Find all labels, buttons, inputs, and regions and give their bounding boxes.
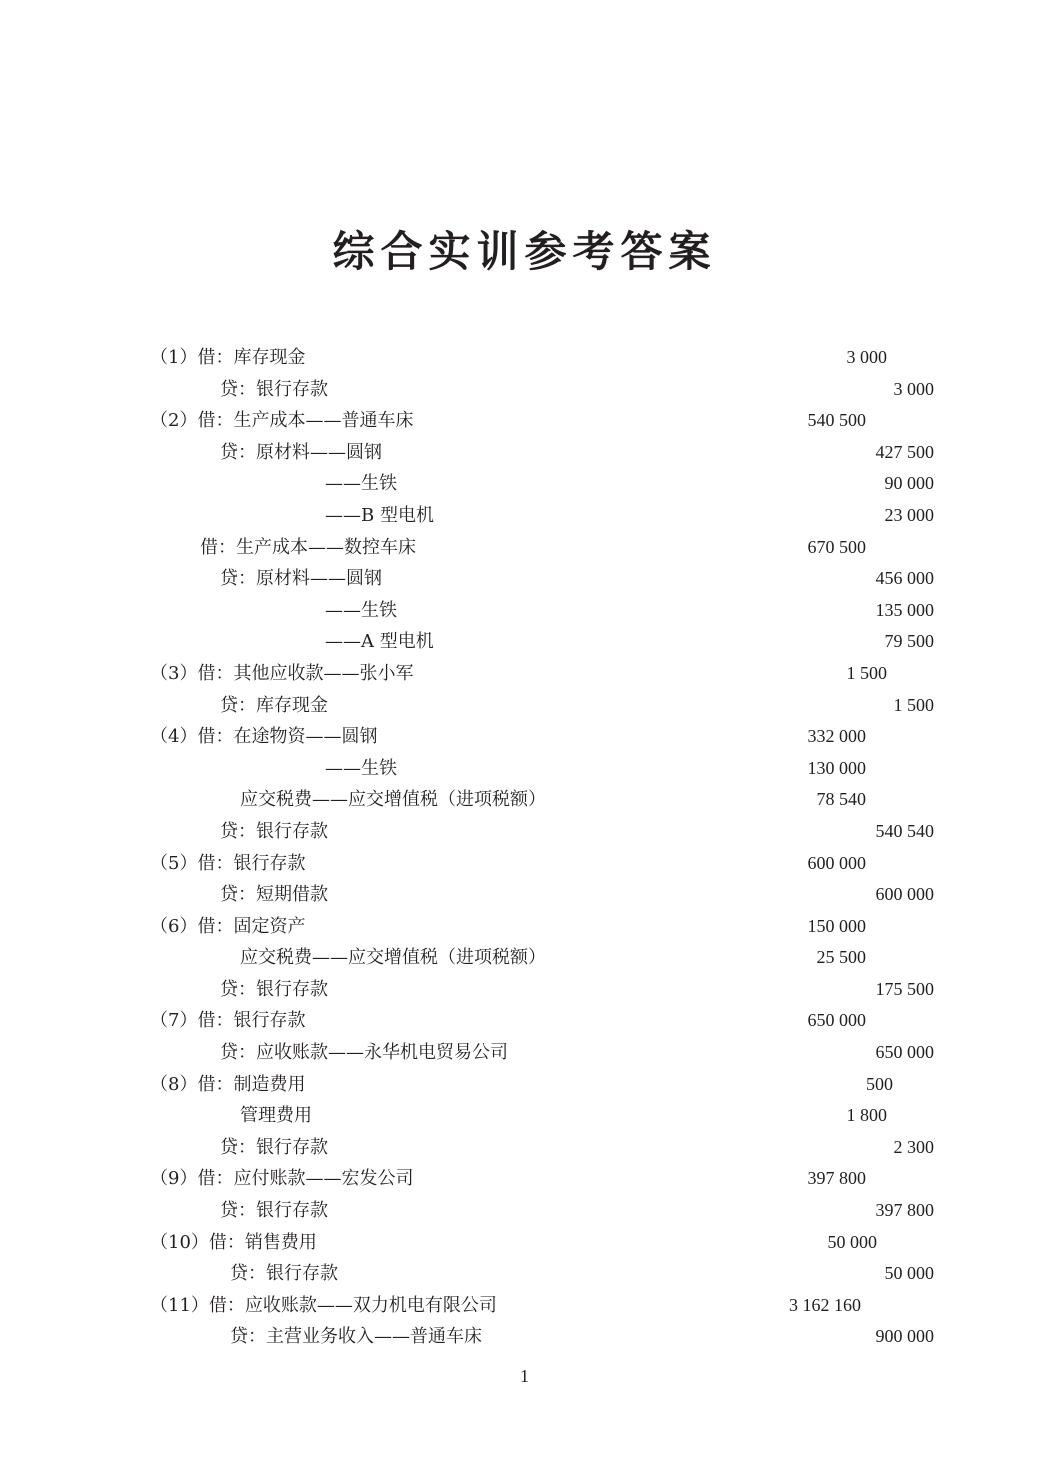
journal-line (0, 342, 1049, 374)
debit-amount: 3 000 (846, 347, 887, 367)
journal-line (0, 721, 1049, 753)
credit-amount: 90 000 (884, 473, 934, 494)
journal-line (0, 816, 1049, 848)
account-label: （10）借：销售费用 (150, 1231, 317, 1253)
journal-line (0, 1100, 1049, 1132)
credit-amount: 427 500 (875, 441, 934, 462)
credit-amount: 50 000 (884, 1263, 934, 1284)
debit-amount: 500 (866, 1073, 893, 1094)
journal-line (0, 1258, 1049, 1290)
credit-amount: 23 000 (884, 504, 934, 525)
debit-amount: 332 000 (807, 726, 866, 747)
account-label: （6）借：固定资产 (150, 915, 306, 937)
account-label: ——B 型电机 (325, 504, 434, 526)
account-label: （5）借：银行存款 (150, 852, 306, 874)
account-label: 贷：原材料——圆钢 (220, 441, 382, 463)
debit-amount: 150 000 (807, 915, 866, 936)
journal-line (0, 974, 1049, 1006)
debit-amount: 540 500 (807, 410, 866, 431)
account-label: （1）借：库存现金 (150, 347, 306, 368)
account-label: 贷：银行存款 (220, 378, 328, 400)
journal-line (0, 690, 1049, 722)
account-label: 贷：银行存款 (220, 1200, 328, 1222)
credit-amount: 600 000 (875, 884, 934, 905)
credit-amount: 650 000 (875, 1042, 934, 1063)
journal-line (0, 1132, 1049, 1164)
page-title: 综合实训参考答案 (332, 227, 717, 276)
account-label: （7）借：银行存款 (150, 1010, 306, 1032)
account-label: ——生铁 (325, 473, 397, 495)
debit-amount: 670 500 (807, 536, 866, 557)
journal-line (0, 1069, 1049, 1101)
credit-amount: 135 000 (875, 599, 934, 620)
journal-line (0, 468, 1049, 500)
journal-line (0, 532, 1049, 564)
account-label: ——A 型电机 (325, 631, 434, 653)
credit-amount: 456 000 (875, 568, 934, 589)
journal-line (0, 595, 1049, 627)
journal-line (0, 1005, 1049, 1037)
journal-line (0, 563, 1049, 595)
account-label: 管理费用 (240, 1105, 312, 1127)
journal-line (0, 1290, 1049, 1322)
account-label: 贷：银行存款 (220, 1136, 328, 1158)
debit-amount: 3 162 160 (789, 1294, 861, 1315)
journal-line (0, 374, 1049, 406)
account-label: 应交税费——应交增值税（进项税额） (240, 947, 546, 969)
journal-line (0, 1163, 1049, 1195)
credit-amount: 397 800 (875, 1200, 934, 1221)
debit-amount: 50 000 (827, 1231, 877, 1252)
journal-line (0, 784, 1049, 816)
credit-amount: 175 500 (875, 978, 934, 999)
journal-line (0, 879, 1049, 911)
journal-line (0, 658, 1049, 690)
journal-line (0, 1227, 1049, 1259)
journal-line (0, 1037, 1049, 1069)
account-label: 借：生产成本——数控车床 (200, 536, 416, 558)
account-label: 应交税费——应交增值税（进项税额） (240, 789, 546, 811)
account-label: （9）借：应付账款——宏发公司 (150, 1168, 414, 1190)
journal-line (0, 405, 1049, 437)
debit-amount: 130 000 (807, 757, 866, 778)
debit-amount: 1 800 (846, 1105, 887, 1126)
account-label: 贷：库存现金 (220, 694, 328, 716)
journal-line (0, 1195, 1049, 1227)
account-label: （2）借：生产成本——普通车床 (150, 410, 414, 432)
credit-amount: 2 300 (893, 1136, 934, 1157)
account-label: 贷：主营业务收入——普通车床 (230, 1326, 482, 1348)
account-label: （4）借：在途物资——圆钢 (150, 726, 378, 748)
journal-line (0, 1321, 1049, 1353)
account-label: ——生铁 (325, 757, 397, 779)
journal-entries (0, 342, 1049, 1353)
journal-line (0, 626, 1049, 658)
account-label: （3）借：其他应收款——张小军 (150, 662, 414, 684)
account-label: 贷：短期借款 (220, 884, 328, 906)
credit-amount: 3 000 (893, 378, 934, 399)
debit-amount: 78 540 (816, 789, 866, 810)
journal-line (0, 500, 1049, 532)
account-label: 贷：原材料——圆钢 (220, 568, 382, 590)
account-label: （11）借：应收账款——双力机电有限公司 (150, 1294, 497, 1316)
account-label: ——生铁 (325, 599, 397, 621)
account-label: 贷：应收账款——永华机电贸易公司 (220, 1042, 508, 1064)
credit-amount: 79 500 (884, 631, 934, 652)
journal-line (0, 942, 1049, 974)
journal-line (0, 753, 1049, 785)
account-label: 贷：银行存款 (230, 1263, 338, 1285)
credit-amount: 900 000 (875, 1326, 934, 1347)
account-label: （8）借：制造费用 (150, 1073, 306, 1095)
account-label: 贷：银行存款 (220, 978, 328, 1000)
debit-amount: 650 000 (807, 1010, 866, 1031)
credit-amount: 1 500 (893, 694, 934, 715)
journal-line (0, 848, 1049, 880)
account-label: 贷：银行存款 (220, 820, 328, 842)
journal-line (0, 911, 1049, 943)
credit-amount: 540 540 (875, 820, 934, 841)
debit-amount: 1 500 (846, 662, 887, 683)
debit-amount: 397 800 (807, 1168, 866, 1189)
journal-line (0, 437, 1049, 469)
debit-amount: 25 500 (816, 947, 866, 968)
page-number: 1 (520, 1366, 529, 1386)
debit-amount: 600 000 (807, 852, 866, 873)
